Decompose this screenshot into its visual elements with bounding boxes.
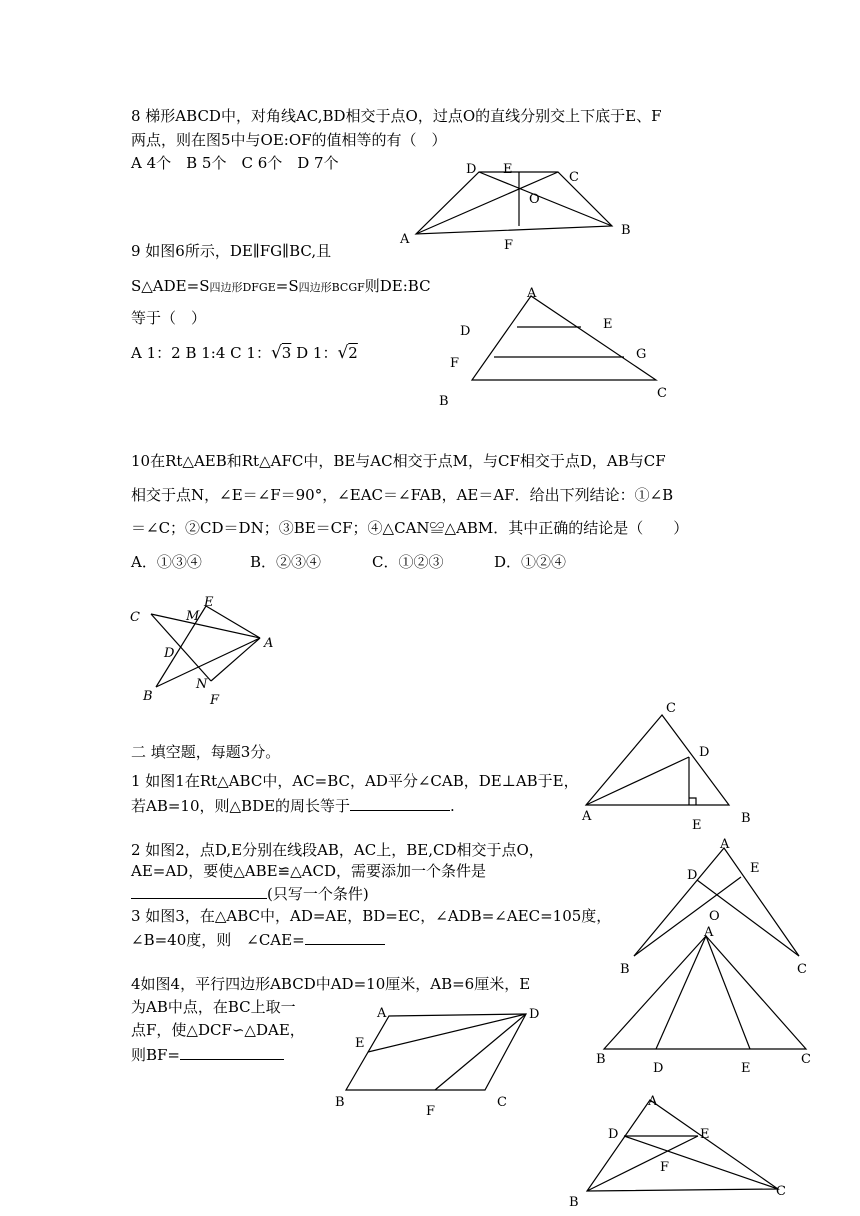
- q10-label-A: A: [264, 636, 274, 651]
- fig5-label-A: A: [648, 1094, 658, 1109]
- q8-label-C: C: [569, 170, 579, 185]
- q10-label-E: E: [204, 595, 214, 610]
- fig5-label-D: D: [608, 1127, 619, 1142]
- q10-label-M: M: [186, 609, 200, 624]
- fig1-label-E: E: [692, 818, 702, 833]
- fig5-label-E: E: [700, 1127, 710, 1142]
- q8-label-E: E: [503, 162, 513, 177]
- fig5-label-C: C: [776, 1184, 786, 1199]
- p2-line3: (只写一个条件): [131, 884, 369, 903]
- q8-line1: 8 梯形ABCD中，对角线AC,BD相交于点O，过点O的直线分别交上下底于E、F: [131, 107, 662, 125]
- q9-label-B: B: [439, 394, 449, 409]
- fig3-label-C: C: [801, 1052, 811, 1067]
- p3-line1: 3 如图3，在△ABC中，AD=AE，BD=EC，∠ADB=∠AEC=105度，: [131, 907, 612, 925]
- q9-label-D: D: [460, 324, 471, 339]
- q9-label-G: G: [636, 347, 647, 362]
- fig1-label-B: B: [741, 811, 751, 826]
- fig3-label-A: A: [704, 925, 714, 940]
- q8-label-B: B: [621, 223, 631, 238]
- fig4-label-A: A: [377, 1006, 387, 1021]
- section2-title: 二 填空题，每题3分。: [131, 743, 281, 761]
- fig5-label-F: F: [660, 1160, 670, 1175]
- q8-label-D: D: [466, 162, 477, 177]
- fig2-label-A: A: [720, 837, 730, 852]
- q9-options: A 1：2 B 1:4 C 1：√3 D 1：√2: [131, 343, 358, 363]
- fig2-label-D: D: [687, 868, 698, 883]
- fig4-label-F: F: [426, 1104, 436, 1119]
- q9-label-E: E: [603, 317, 613, 332]
- q10-label-C: C: [130, 610, 140, 625]
- fig4-label-D: D: [529, 1007, 540, 1022]
- q8-line2: 两点，则在图5中与OE:OF的值相等的有（ ）: [131, 131, 447, 149]
- q8-options: A 4个 B 5个 C 6个 D 7个: [131, 154, 339, 172]
- q10-line3: ＝∠C；②CD＝DN；③BE＝CF；④△CAN≌△ABM．其中正确的结论是（ ）: [131, 519, 689, 537]
- q10-label-N: N: [196, 677, 208, 692]
- p4-line2: 为AB中点，在BC上取一: [131, 998, 296, 1016]
- fig3-label-E: E: [741, 1061, 751, 1076]
- p1-line1: 1 如图1在Rt△ABC中，AC=BC，AD平分∠CAB，DE⊥AB于E，: [131, 772, 579, 790]
- q10-option-a: A．①③④: [131, 553, 202, 571]
- fig2-label-C: C: [797, 962, 807, 977]
- q10-label-D: D: [164, 646, 175, 661]
- fig1-label-A: A: [582, 809, 592, 824]
- fig4-label-B: B: [335, 1095, 345, 1110]
- q9-line3: 等于（ ）: [131, 309, 207, 327]
- q8-label-O: O: [529, 192, 540, 207]
- q8-label-F: F: [504, 238, 514, 253]
- fig2-label-B: B: [620, 962, 630, 977]
- q10-line2: 相交于点N，∠E＝∠F＝90°，∠EAC＝∠FAB，AE＝AF．给出下列结论：①∠B: [131, 486, 674, 504]
- q9-label-C: C: [657, 386, 667, 401]
- fig2-label-E: E: [750, 861, 760, 876]
- q10-option-b: B．②③④: [250, 553, 322, 571]
- q10-option-d: D．①②④: [494, 553, 567, 571]
- fig5-label-B: B: [569, 1195, 579, 1210]
- fig2-label-O: O: [709, 909, 720, 924]
- p1-line2: 若AB=10，则△BDE的周长等于 .: [131, 797, 455, 815]
- fig3-label-B: B: [596, 1052, 606, 1067]
- q9-line1: 9 如图6所示，DE∥FG∥BC,且: [131, 242, 332, 260]
- q9-line2: S△ADE=S四边形DFGE=S四边形BCGF则DE:BC: [131, 277, 431, 295]
- p2-line1: 2 如图2，点D,E分别在线段AB，AC上，BE,CD相交于点O，: [131, 841, 544, 859]
- q10-label-F: F: [210, 693, 220, 708]
- p4-line3: 点F，使△DCF∽△DAE，: [131, 1021, 305, 1039]
- p4-line4: 则BF=: [131, 1045, 284, 1064]
- q9-label-A: A: [527, 286, 537, 301]
- q10-line1: 10在Rt△AEB和Rt△AFC中，BE与AC相交于点M，与CF相交于点D，AB与CF: [131, 452, 666, 470]
- p2-line2: AE=AD，要使△ABE≌△ACD，需要添加一个条件是: [131, 862, 486, 880]
- fig1-label-C: C: [666, 701, 676, 716]
- q9-label-F: F: [450, 356, 460, 371]
- q8-label-A: A: [400, 232, 410, 247]
- p4-line1: 4如图4，平行四边形ABCD中AD=10厘米，AB=6厘米，E: [131, 975, 531, 993]
- q10-label-B: B: [143, 689, 153, 704]
- fig3-label-D: D: [653, 1061, 664, 1076]
- fig4-label-C: C: [497, 1095, 507, 1110]
- fig1-label-D: D: [699, 745, 710, 760]
- q10-option-c: C．①②③: [372, 553, 444, 571]
- p3-line2: ∠B=40度，则 ∠CAE=: [131, 930, 385, 949]
- fig4-label-E: E: [355, 1036, 365, 1051]
